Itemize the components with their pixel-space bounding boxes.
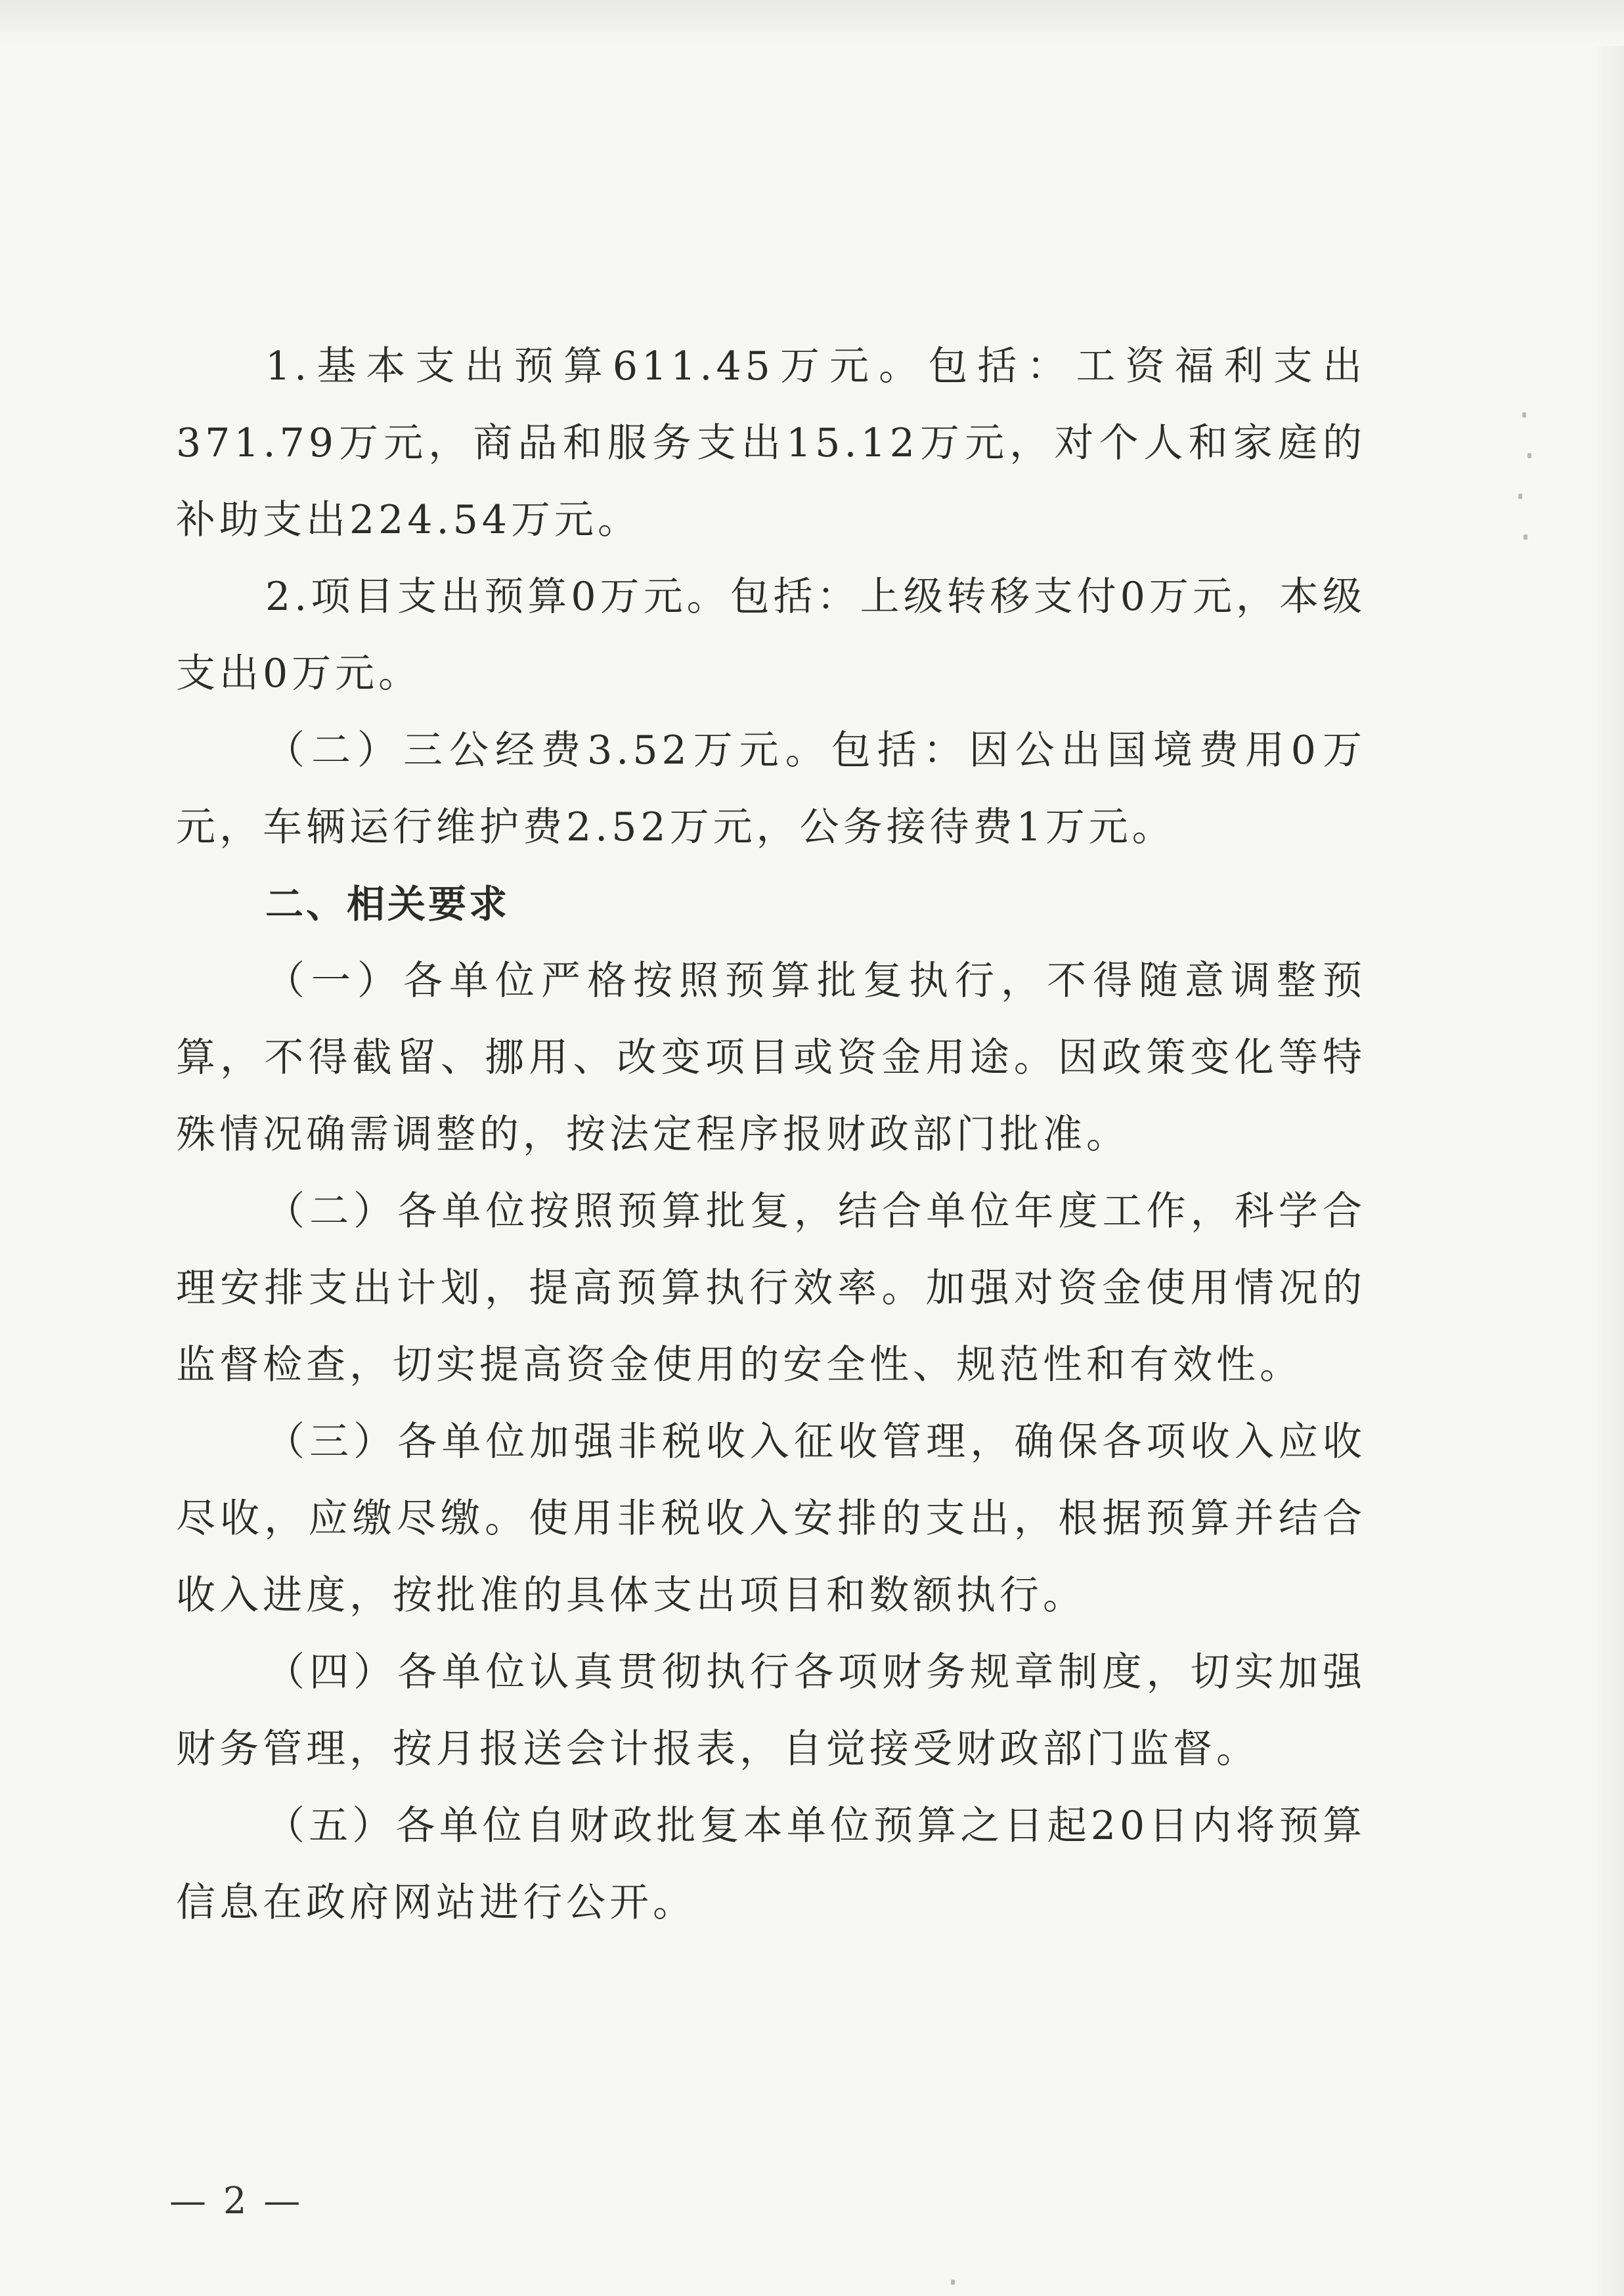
section-heading-requirements: 二、相关要求 — [265, 882, 510, 926]
requirement-item-5: （五）各单位自财政批复本单位预算之日起20日内将预算信息在政府网站进行公开。 — [176, 1803, 1366, 1926]
scan-speck — [951, 2280, 955, 2285]
scan-top-shadow — [0, 0, 1624, 46]
scan-right-edge — [1591, 46, 1624, 2296]
requirement-item-2: （二）各单位按照预算批复，结合单位年度工作，科学合理安排支出计划，提高预算执行效率。加强对资金使用情况的监督检查，切实提高资金使用的安全性、规范性和有效性。 — [176, 1188, 1366, 1388]
document-body — [176, 328, 1366, 1941]
scan-speck — [1527, 453, 1531, 458]
paragraph-three-public-expenses: （二）三公经费3.52万元。包括：因公出国境费用0万元，车辆运行维护费2.52万元，公务接待费1万元。 — [176, 727, 1366, 850]
scan-speck — [1522, 412, 1526, 418]
paragraph-project-expenditure: 2.项目支出预算0万元。包括：上级转移支付0万元，本级支出0万元。 — [176, 574, 1366, 697]
paragraph-basic-expenditure: 1.基本支出预算611.45万元。包括：工资福利支出371.79万元，商品和服务支出15.12万元，对个人和家庭的补助支出224.54万元。 — [176, 343, 1366, 543]
requirement-item-3: （三）各单位加强非税收入征收管理，确保各项收入应收尽收，应缴尽缴。使用非税收入安排的支出，根据预算并结合收入进度，按批准的具体支出项目和数额执行。 — [176, 1419, 1366, 1618]
requirement-item-4: （四）各单位认真贯彻执行各项财务规章制度，切实加强财务管理，按月报送会计报表，自觉接受财政部门监督。 — [176, 1649, 1366, 1772]
scan-speck — [1518, 494, 1522, 499]
page-number: — 2 — — [169, 2180, 303, 2222]
requirement-item-1: （一）各单位严格按照预算批复执行，不得随意调整预算，不得截留、挪用、改变项目或资金用途。因政策变化等特殊情况确需调整的，按法定程序报财政部门批准。 — [176, 958, 1366, 1158]
scan-speck — [1524, 534, 1527, 540]
